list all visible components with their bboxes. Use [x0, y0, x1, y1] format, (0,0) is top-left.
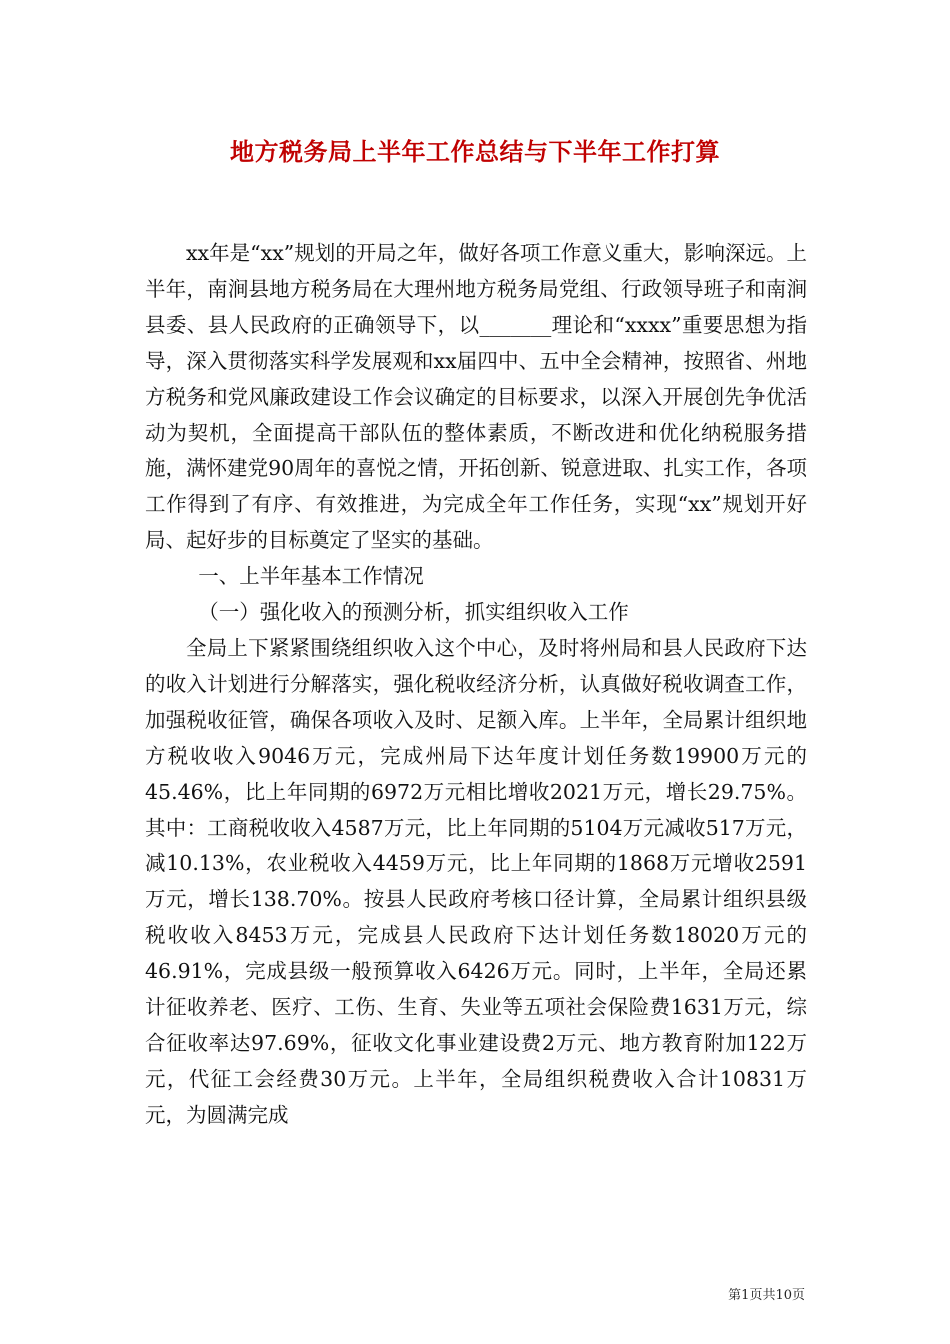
page-number: 第1页共10页: [728, 1288, 805, 1303]
intro-paragraph: xx年是“xx”规划的开局之年，做好各项工作意义重大，影响深远。上半年，南涧县地方税务局在大理州地方税务局党组、行政领导班子和南涧县委、县人民政府的正确领导下，以_______理论和“xxxx”重要思想为指导，深入贯彻落实科学发展观和xx届四中、五中全会精神，按照省、州地方税务和党风廉政建设工作会议确定的目标要求，以深入开展创先争优活动为契机，全面提高干部队伍的整体素质，不断改进和优化纳税服务措施，满怀建党90周年的喜悦之情，开拓创新、锐意进取、扎实工作，各项工作得到了有序、有效推进，为完成全年工作任务，实现“xx”规划开好局、起好步的目标奠定了坚实的基础。: [145, 241, 807, 553]
document-body: [145, 236, 807, 1134]
subsection-heading: （一）强化收入的预测分析，抓实组织收入工作: [198, 600, 629, 625]
document-title: 地方税务局上半年工作总结与下半年工作打算: [230, 137, 720, 166]
section-heading: 一、上半年基本工作情况: [198, 564, 424, 589]
revenue-paragraph: 全局上下紧紧围绕组织收入这个中心，及时将州局和县人民政府下达的收入计划进行分解落实，强化税收经济分析，认真做好税收调查工作，加强税收征管，确保各项收入及时、足额入库。上半年，全局累计组织地方税收收入9046万元，完成州局下达年度计划任务数19900万元的45.46%，比上年同期的6972万元相比增收2021万元，增长29.75%。其中：工商税收收入4587万元，比上年同期的5104万元减收517万元，减10.13%，农业税收入4459万元，比上年同期的1868万元增收2591万元，增长138.70%。按县人民政府考核口径计算，全局累计组织县级税收收入8453万元，完成县人民政府下达计划任务数18020万元的46.91%，完成县级一般预算收入6426万元。同时，上半年，全局还累计征收养老、医疗、工伤、生育、失业等五项社会保险费1631万元，综合征收率达97.69%，征收文化事业建设费2万元、地方教育附加122万元，代征工会经费30万元。上半年，全局组织税费收入合计10831万元，为圆满完成: [145, 635, 807, 1127]
